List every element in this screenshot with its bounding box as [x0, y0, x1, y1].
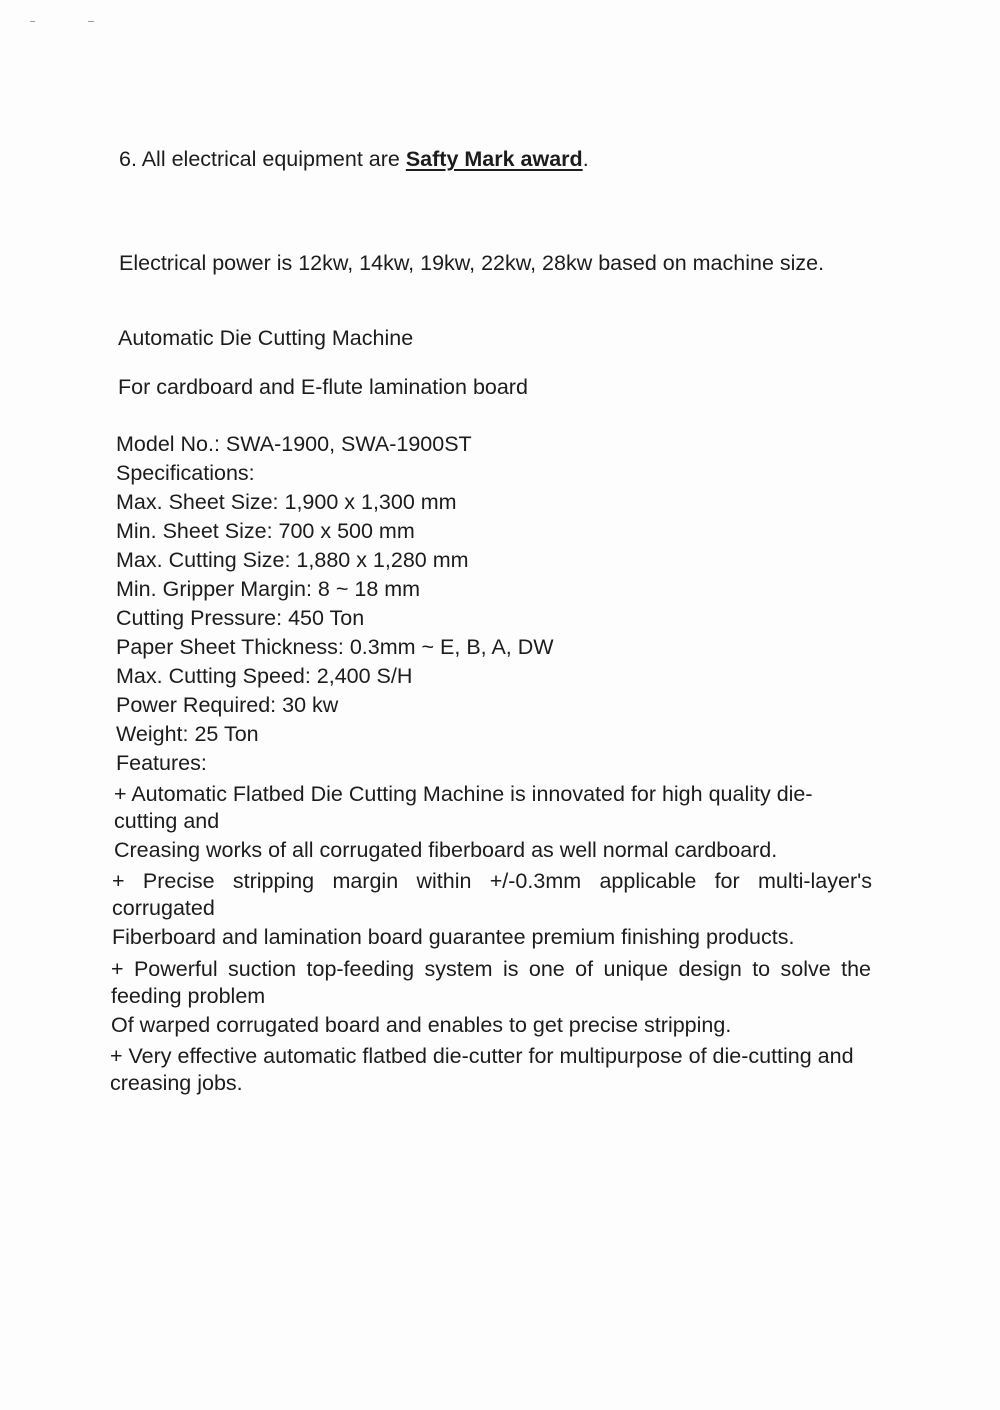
feature-item [110, 1043, 875, 1097]
model-number: Model No.: SWA-1900, SWA-1900ST [116, 432, 472, 456]
spec-item: Min. Sheet Size: 700 x 500 mm [116, 519, 415, 543]
feature-continuation: Of warped corrugated board and enables to get precise stripping. [111, 1013, 732, 1037]
safety-note [119, 146, 589, 173]
feature-text: + Automatic Flatbed Die Cutting Machine is innovated for high quality die-cutting and [114, 782, 813, 833]
features-heading: Features: [116, 751, 207, 775]
scan-artifact [30, 21, 35, 22]
spec-item: Max. Sheet Size: 1,900 x 1,300 mm [116, 490, 457, 514]
feature-item [111, 956, 871, 1039]
spec-item: Paper Sheet Thickness: 0.3mm ~ E, B, A, DW [116, 635, 554, 659]
spec-item: Max. Cutting Speed: 2,400 S/H [116, 664, 413, 688]
feature-text: + Precise stripping margin within +/-0.3mm applicable for multi-layer's corrugated [112, 869, 872, 920]
power-paragraph: Electrical power is 12kw, 14kw, 19kw, 22kw, 28kw based on machine size. [119, 251, 825, 275]
spec-item: Power Required: 30 kw [116, 693, 339, 717]
feature-text: + Very effective automatic flatbed die-cutter for multipurpose of die-cutting and creasing jobs. [110, 1044, 854, 1095]
spec-item: Max. Cutting Size: 1,880 x 1,280 mm [116, 548, 469, 572]
product-title: Automatic Die Cutting Machine [118, 326, 414, 350]
feature-text: + Powerful suction top-feeding system is one of unique design to solve the feeding problem [111, 957, 871, 1008]
product-subtitle: For cardboard and E-flute lamination board [118, 375, 528, 399]
spec-item: Cutting Pressure: 450 Ton [116, 606, 365, 630]
safety-note-text: 6. All electrical equipment are [119, 147, 406, 171]
spec-item: Weight: 25 Ton [116, 722, 259, 746]
safety-note-suffix: . [582, 147, 589, 171]
feature-item [112, 868, 872, 951]
spec-item: Min. Gripper Margin: 8 ~ 18 mm [116, 577, 421, 601]
feature-continuation: Creasing works of all corrugated fiberboard as well normal cardboard. [114, 838, 778, 862]
specifications-block [116, 430, 876, 778]
scan-artifact [88, 21, 94, 22]
feature-continuation: Fiberboard and lamination board guarantee premium finishing products. [112, 925, 795, 949]
specifications-heading: Specifications: [116, 461, 255, 485]
safety-mark-award: Safty Mark award [405, 147, 583, 171]
feature-item [114, 781, 874, 864]
